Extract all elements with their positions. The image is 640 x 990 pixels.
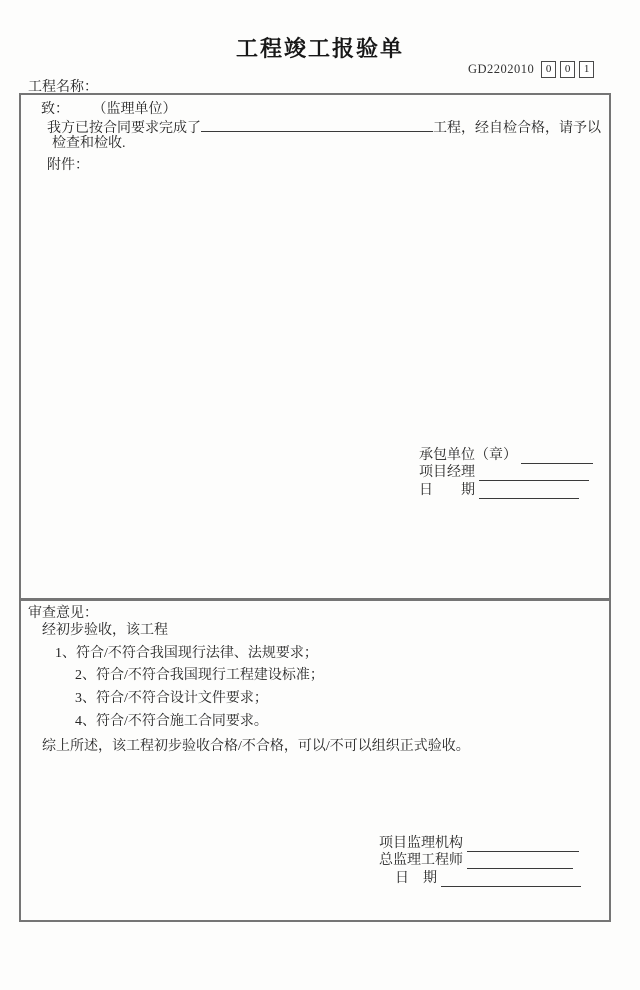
review-heading: 审查意见： [28,606,98,621]
statement-suffix: 工程，经自检合格，请予以 [433,121,601,136]
contractor-section [19,93,611,600]
review-item-1: 1、符合/不符合我国现行法律、法规要求； [55,646,318,661]
review-item-2: 2、符合/不符合我国现行工程建设标准； [75,668,324,683]
form-code: GD2202010 [468,62,535,76]
statement-line [47,118,601,137]
date-blank [479,485,579,499]
date-label: 日 期 [419,482,475,498]
attachment-label: 附件： [47,158,89,173]
supervision-org-blank [467,838,579,852]
review-item-3: 3、符合/不符合设计文件要求； [75,691,268,706]
chief-engineer-blank [467,855,573,869]
form-code-row [468,61,594,78]
to-line [41,101,177,118]
supervision-org-label: 项目监理机构 [379,835,463,851]
code-digit-box: 0 [541,61,556,78]
review-intro: 经初步验收，该工程 [42,623,168,638]
date-line [419,481,593,499]
code-digit-box: 1 [579,61,594,78]
contractor-label: 承包单位（章） [419,447,517,463]
statement-prefix: 我方已按合同要求完成了 [47,121,201,136]
chief-engineer-label: 总监理工程师 [379,853,463,868]
contractor-signature-block [419,446,593,499]
project-manager-blank [479,467,589,481]
code-digit-box: 0 [560,61,575,78]
review-date-label: 日 期 [395,870,437,886]
to-label: 致： [41,102,69,117]
review-item-4: 4、符合/不符合施工合同要求。 [75,714,268,729]
project-fill-blank [201,118,433,132]
project-manager-label: 项目经理 [419,465,475,480]
review-section [19,599,611,922]
statement-line2: 检查和检收. [52,136,126,151]
project-name-label: 工程名称： [28,80,98,95]
review-date-blank [441,873,581,887]
review-date-line [379,869,581,887]
supervisor-signature-block [379,834,581,887]
form-title: 工程竣工报验单 [235,36,404,61]
review-conclusion: 综上所述，该工程初步验收合格/不合格，可以/不可以组织正式验收。 [42,739,470,754]
to-recipient: （监理单位） [92,102,177,117]
contractor-blank [521,450,593,464]
